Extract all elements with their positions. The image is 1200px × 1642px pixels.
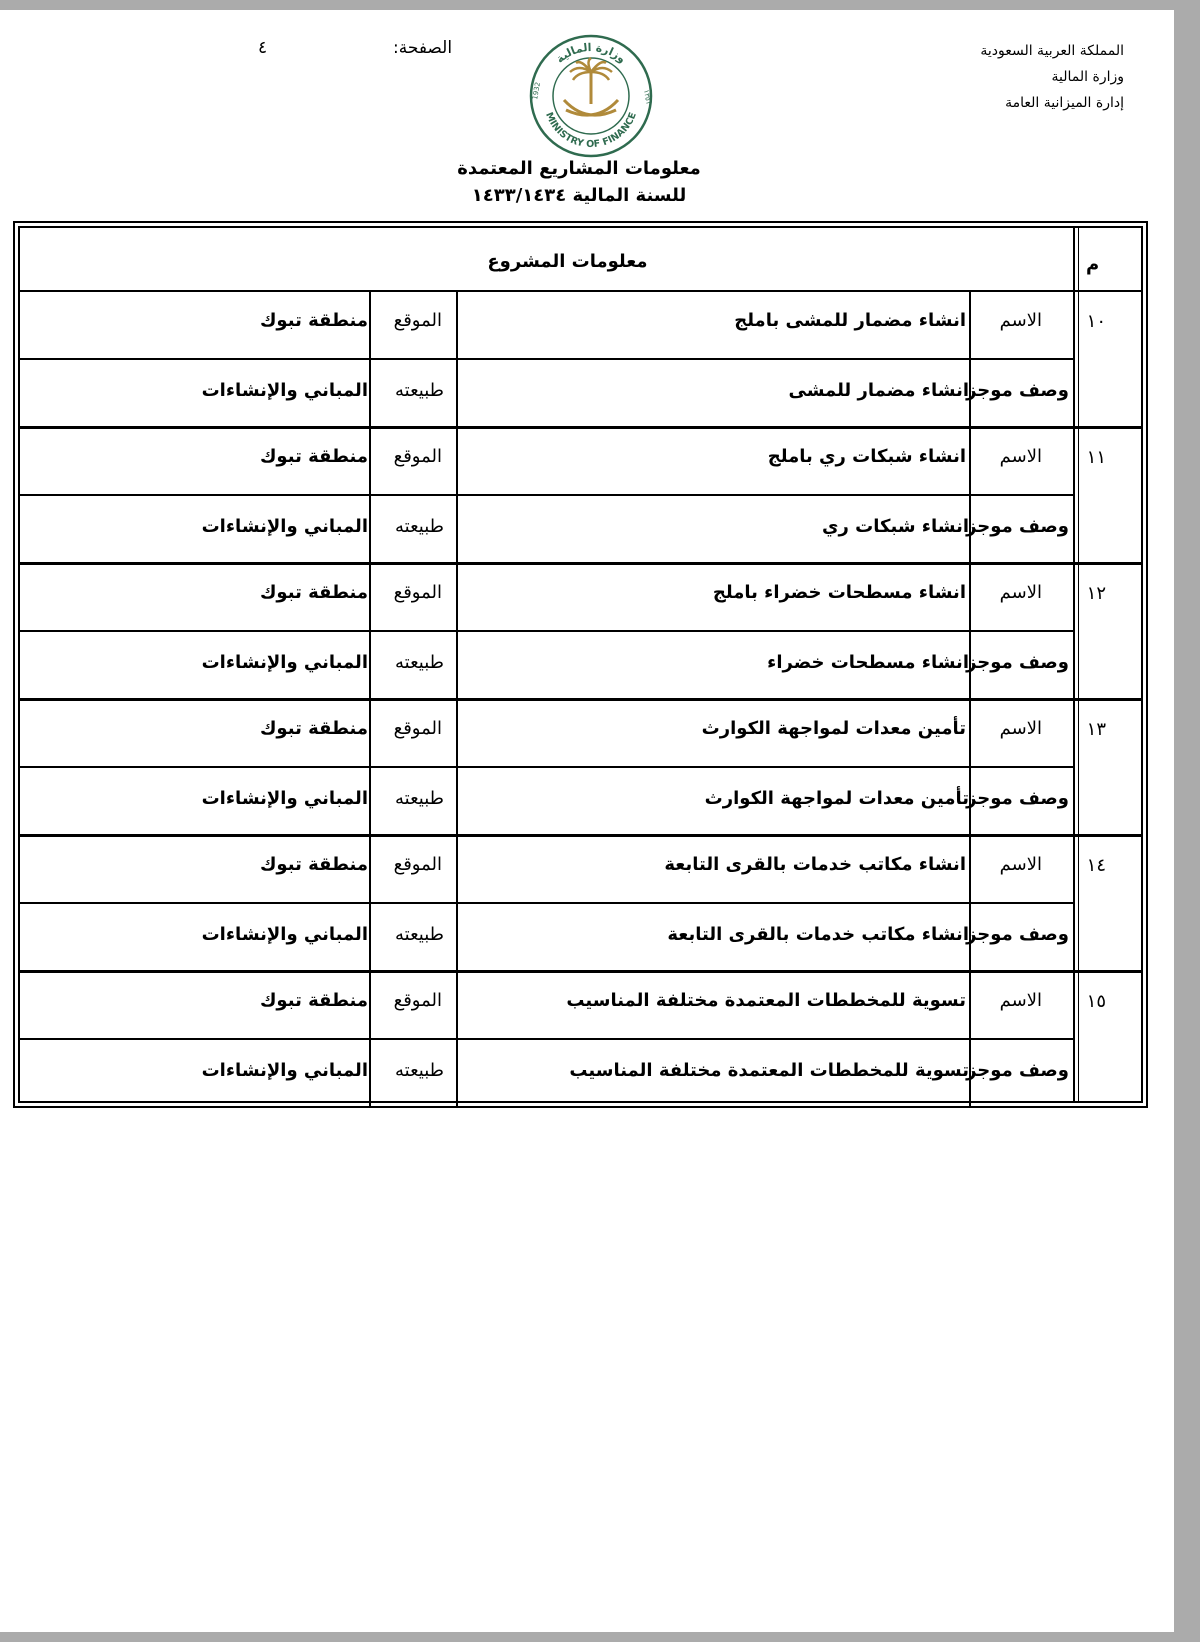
nature-label: طبيعته: [395, 924, 444, 945]
location-value-divider: [369, 292, 371, 426]
location-label: الموقع: [393, 310, 442, 331]
project-location: منطقة تبوك: [259, 854, 368, 875]
project-nature: المباني والإنشاءات: [201, 924, 368, 945]
svg-text:1932: 1932: [531, 81, 543, 101]
label-column-divider: [969, 700, 971, 834]
ministry-seal-logo: [524, 34, 658, 159]
project-location: منطقة تبوك: [259, 310, 368, 331]
project-name: تأمين معدات لمواجهة الكوارث: [701, 718, 966, 739]
project-location: منطقة تبوك: [259, 582, 368, 603]
viewer-background: [1174, 10, 1200, 1632]
location-value-divider: [369, 700, 371, 834]
description-label: وصف موجز: [966, 1060, 1069, 1081]
project-description: تأمين معدات لمواجهة الكوارث: [704, 788, 969, 809]
ministry-line-2: وزارة المالية: [1051, 69, 1124, 85]
name-label: الاسم: [999, 446, 1042, 467]
project-name: انشاء مسطحات خضراء باملج: [712, 582, 966, 603]
location-value-divider: [369, 972, 371, 1106]
svg-text:وزارة المالية: وزارة المالية: [553, 40, 629, 66]
page-number: ٤: [258, 38, 268, 58]
row-inner-separator: [18, 1038, 1073, 1040]
row-number: ١٠: [1086, 311, 1106, 332]
project-nature: المباني والإنشاءات: [201, 652, 368, 673]
row-number: ١٢: [1086, 583, 1106, 604]
value-column-divider: [456, 700, 458, 834]
document-title: معلومات المشاريع المعتمدة: [457, 158, 701, 179]
nature-label: طبيعته: [395, 1060, 444, 1081]
project-description: انشاء مكاتب خدمات بالقرى التابعة: [667, 924, 969, 945]
name-label: الاسم: [999, 310, 1042, 331]
project-nature: المباني والإنشاءات: [201, 788, 368, 809]
row-separator: [18, 562, 1143, 565]
column-header-project-info: معلومات المشروع: [487, 251, 648, 272]
location-label: الموقع: [393, 582, 442, 603]
project-nature: المباني والإنشاءات: [201, 1060, 368, 1081]
row-separator: [18, 698, 1143, 701]
name-label: الاسم: [999, 854, 1042, 875]
row-inner-separator: [18, 494, 1073, 496]
project-location: منطقة تبوك: [259, 718, 368, 739]
project-description: انشاء مضمار للمشى: [788, 380, 969, 401]
page-label: الصفحة:: [393, 38, 453, 58]
name-label: الاسم: [999, 582, 1042, 603]
nature-label: طبيعته: [395, 652, 444, 673]
project-name: تسوية للمخططات المعتمدة مختلفة المناسيب: [566, 990, 966, 1011]
row-separator: [18, 426, 1143, 429]
name-label: الاسم: [999, 718, 1042, 739]
location-value-divider: [369, 564, 371, 698]
value-column-divider: [456, 564, 458, 698]
location-value-divider: [369, 428, 371, 562]
project-nature: المباني والإنشاءات: [201, 380, 368, 401]
project-description: انشاء مسطحات خضراء: [767, 652, 969, 673]
row-number: ١٥: [1086, 991, 1106, 1012]
ministry-header: [980, 38, 1124, 116]
nature-label: طبيعته: [395, 516, 444, 537]
nature-label: طبيعته: [395, 380, 444, 401]
description-label: وصف موجز: [966, 516, 1069, 537]
label-column-divider: [969, 428, 971, 562]
location-label: الموقع: [393, 990, 442, 1011]
project-nature: المباني والإنشاءات: [201, 516, 368, 537]
label-column-divider: [969, 972, 971, 1106]
project-name: انشاء مضمار للمشى باملج: [734, 310, 966, 331]
column-header-number: م: [1086, 254, 1100, 275]
description-label: وصف موجز: [966, 924, 1069, 945]
row-separator: [18, 970, 1143, 973]
location-label: الموقع: [393, 718, 442, 739]
location-label: الموقع: [393, 854, 442, 875]
row-separator: [18, 834, 1143, 837]
description-label: وصف موجز: [966, 788, 1069, 809]
svg-text:١٣٥١: ١٣٥١: [642, 88, 653, 106]
value-column-divider: [456, 428, 458, 562]
value-column-divider: [456, 972, 458, 1106]
value-column-divider: [456, 836, 458, 970]
ministry-line-3: إدارة الميزانية العامة: [1005, 95, 1124, 111]
description-label: وصف موجز: [966, 380, 1069, 401]
project-description: تسوية للمخططات المعتمدة مختلفة المناسيب: [569, 1060, 969, 1081]
value-column-divider: [456, 292, 458, 426]
project-name: انشاء مكاتب خدمات بالقرى التابعة: [664, 854, 966, 875]
row-inner-separator: [18, 630, 1073, 632]
project-location: منطقة تبوك: [259, 446, 368, 467]
row-number: ١٤: [1086, 855, 1106, 876]
name-label: الاسم: [999, 990, 1042, 1011]
row-inner-separator: [18, 358, 1073, 360]
row-inner-separator: [18, 902, 1073, 904]
label-column-divider: [969, 836, 971, 970]
label-column-divider: [969, 564, 971, 698]
project-description: انشاء شبكات ري: [822, 516, 969, 537]
document-subtitle: للسنة المالية ١٤٣٣/١٤٣٤: [471, 185, 687, 206]
ministry-line-1: المملكة العربية السعودية: [980, 43, 1124, 59]
row-number: ١٣: [1086, 719, 1106, 740]
row-number: ١١: [1086, 447, 1106, 468]
project-name: انشاء شبكات ري باملج: [767, 446, 966, 467]
location-label: الموقع: [393, 446, 442, 467]
svg-text:MINISTRY OF FINANCE: MINISTRY OF FINANCE: [543, 110, 639, 151]
row-inner-separator: [18, 766, 1073, 768]
label-column-divider: [969, 292, 971, 426]
location-value-divider: [369, 836, 371, 970]
project-location: منطقة تبوك: [259, 990, 368, 1011]
nature-label: طبيعته: [395, 788, 444, 809]
header-bottom-border: [18, 290, 1143, 292]
description-label: وصف موجز: [966, 652, 1069, 673]
